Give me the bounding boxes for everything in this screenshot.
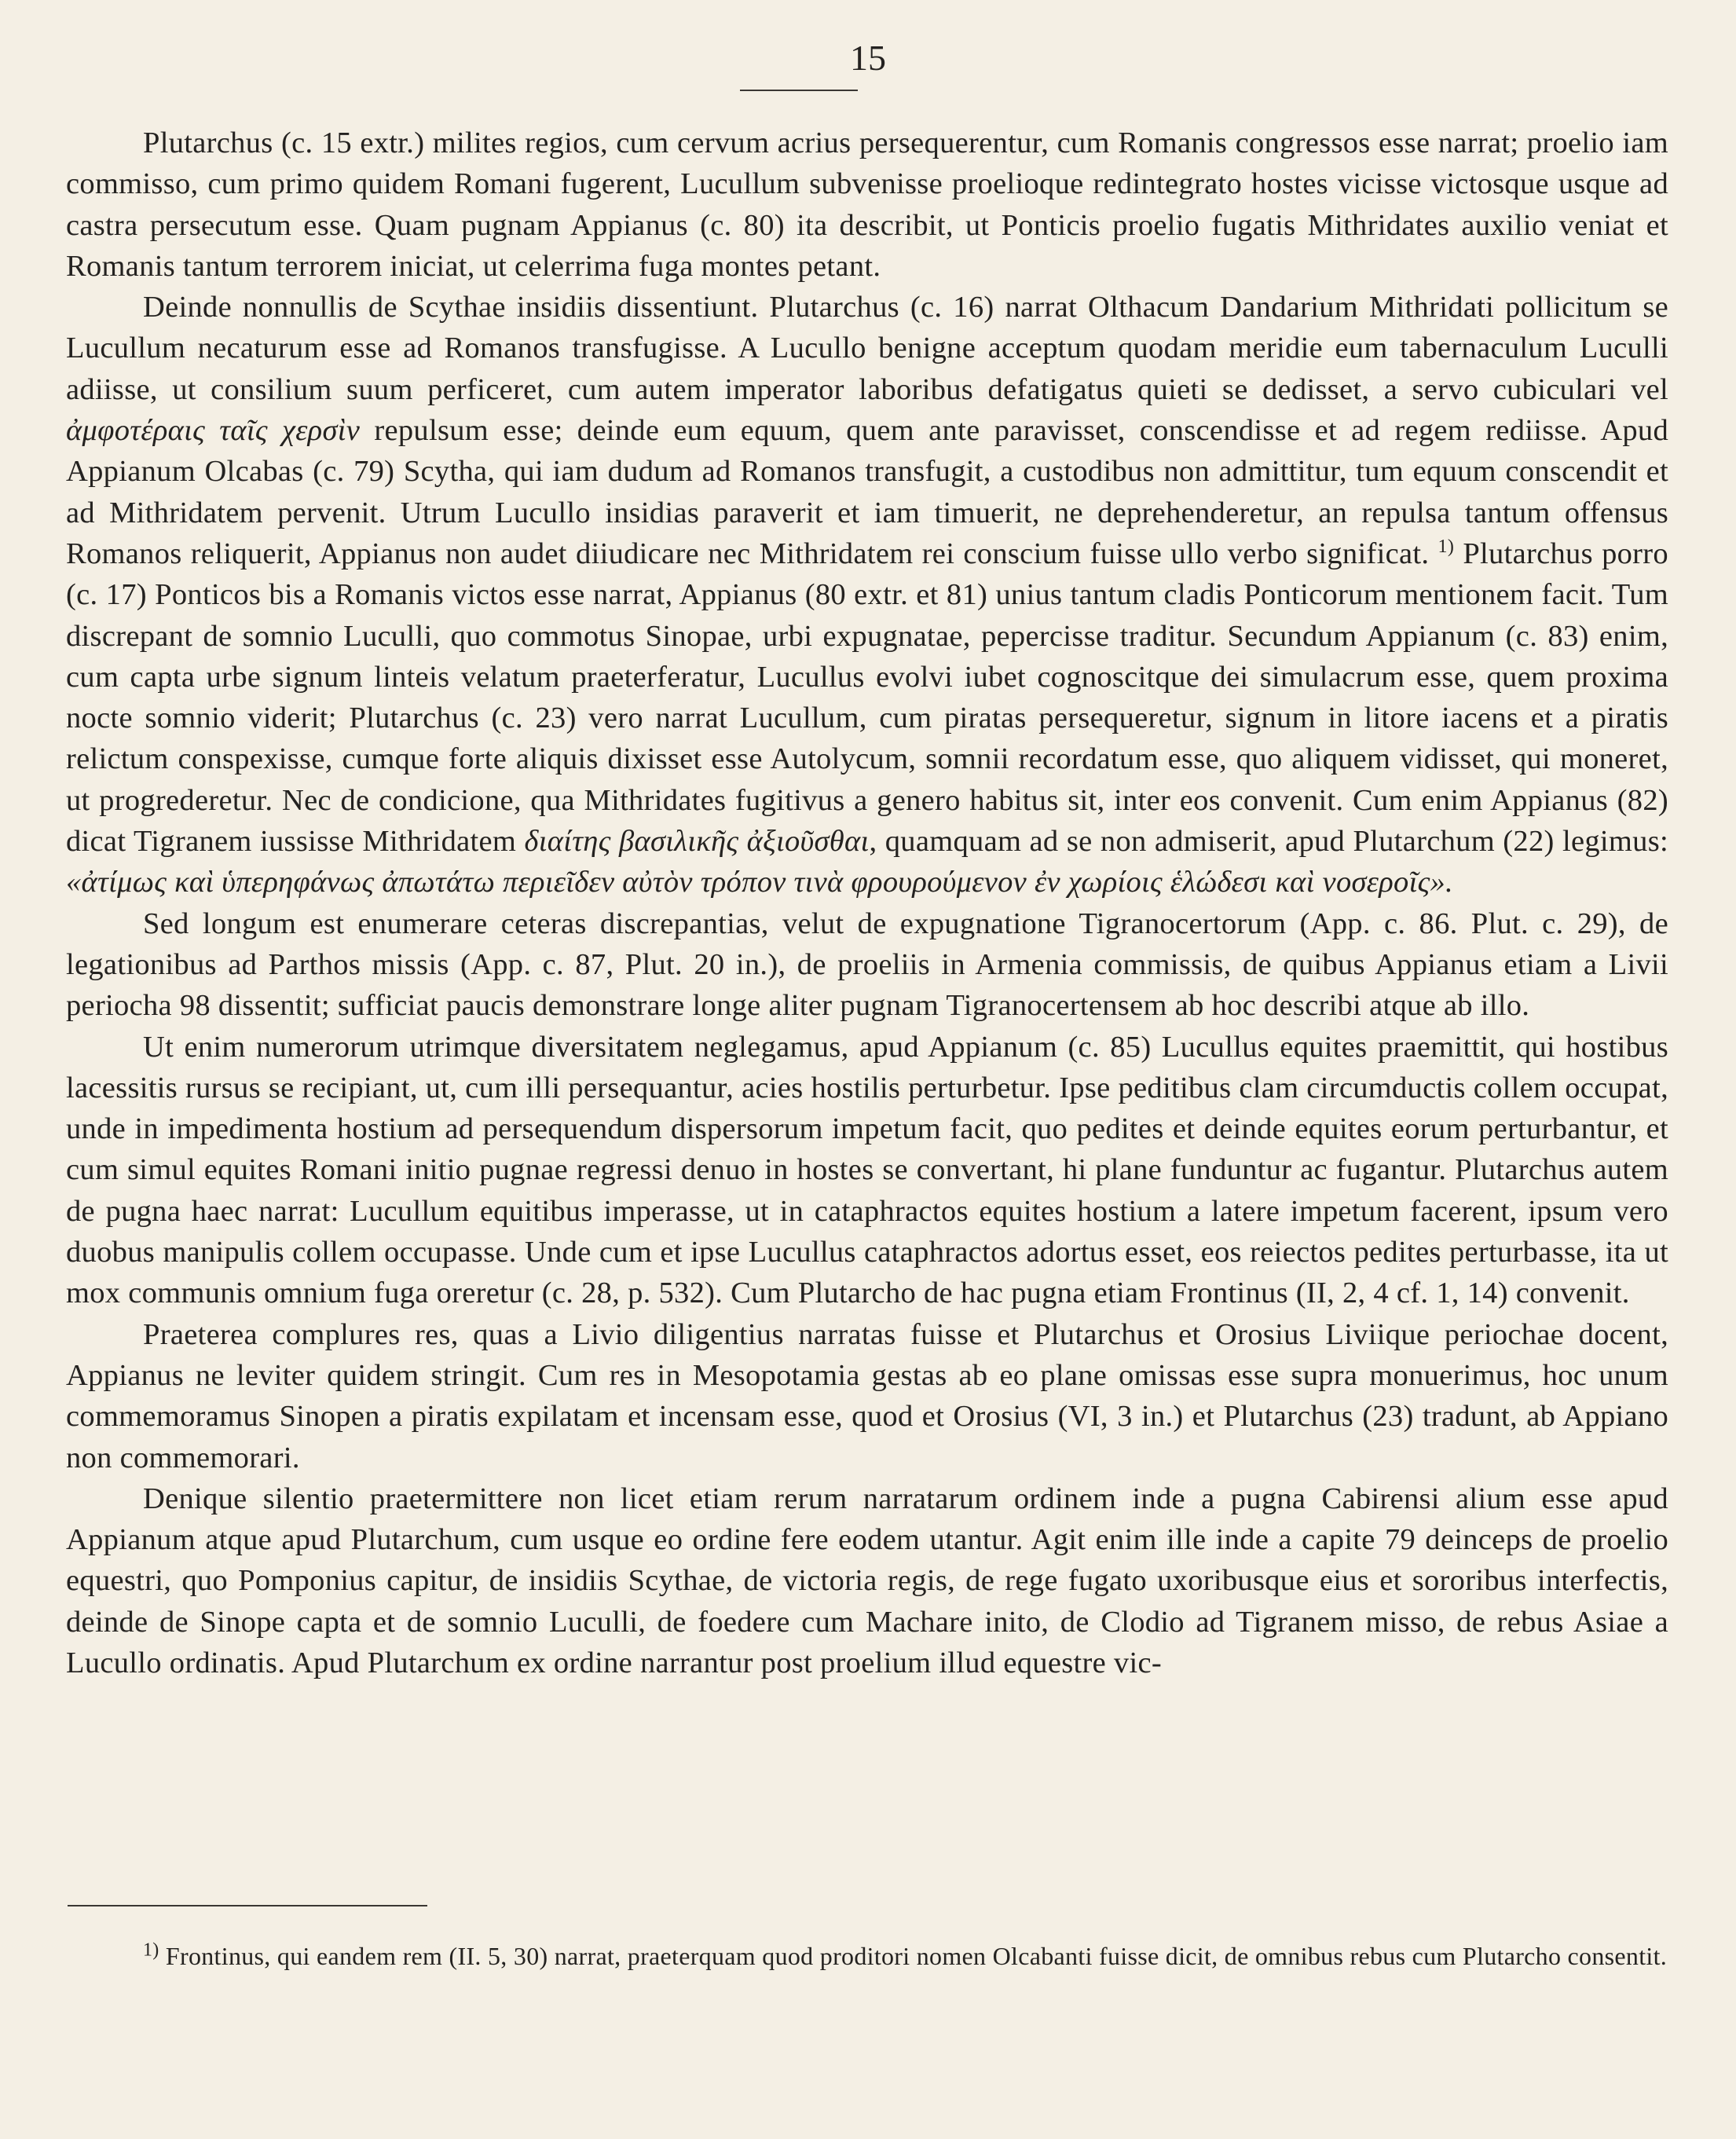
main-text [66, 123, 1668, 1683]
footnote [66, 1940, 1668, 1972]
footnote-text: Frontinus, qui eandem rem (II. 5, 30) narrat, praeterquam quod proditori nomen Olcabanti fuisse dicit, de omnibus rebus cum Plutarcho consentit. [165, 1942, 1668, 1970]
paragraph-praeterea: Praeterea complures res, quas a Livio diligentius narratas fuisse et Plutarchus et Orosius Liviique periochae docent, Appianus ne leviter quidem stringit. Cum res in Mesopotamia gestas ab eo plane omissas esse supra monuerimus, hoc unum commemoramus Sinopen a piratis expilatam et incensam esse, quod et Orosius (VI, 3 in.) et Plutarchus (23) tradunt, ab Appiano non commemorari. [66, 1317, 1668, 1474]
paragraph-discrepantiae: Sed longum est enumerare ceteras discrepantias, velut de expugnatione Tigranocertorum (App. c. 86. Plut. c. 29), de legationibus ad Parthos missis (App. c. 87, Plut. 20 in.), de proeliis in Armenia commissis, de quibus Appianus etiam a Livii periocha 98 dissentit; sufficiat paucis demonstrare longe aliter pugnam Tigranocertensem ab hoc describi atque ab illo. [66, 907, 1668, 1023]
greek-quote: διαίτης βασιλικῆς ἀξιοῦσθαι [524, 825, 870, 859]
greek-quote: «ἀτίμως καὶ ὑπερηφάνως ἀπωτάτω περιεῖδεν αὐτὸν τρόπον τινὰ φρουρούμενον ἐν χωρίοις ἑλώδεσι καὶ νοσεροῖς». [66, 866, 1453, 899]
paragraph-plutarchus-proelium: Plutarchus (c. 15 extr.) milites regios, cum cervum acrius persequerentur, cum Romanis congressos esse narrat; proelio iam commisso, cum primo quidem Romani fugerent, Lucullum subvenisse proelioque redintegrato hostes vicisse victosque usque ad castra persecutum esse. Quam pugnam Appianus (c. 80) ita describit, ut Ponticis proelio fugatis Mithridates auxilio veniat et Romanis tantum terrorem iniciat, ut celerrima fuga montes petant. [66, 126, 1668, 283]
footnote-rule [68, 1905, 427, 1906]
paragraph-ordo-rerum: Denique silentio praetermittere non licet etiam rerum narratarum ordinem inde a pugna Cabirensi alium esse apud Appianum atque apud Plutarchum, cum usque eo ordine fere eodem utantur. Agit enim ille inde a capite 79 deinceps de proelio equestri, quo Pomponius capitur, de insidiis Scythae, de victoria regis, de rege fugato uxoribusque eius et sororibus interfectis, deinde de Sinope capta et de somnio Luculli, de foedere cum Machare inito, de Clodio ad Tigranem misso, de rebus Asiae a Lucullo ordinatis. Apud Plutarchum ex ordine narrantur post proelium illud equestre vic- [66, 1482, 1668, 1679]
greek-quote: ἀμφοτέραις ταῖς χερσὶν [66, 414, 361, 448]
footnote-marker: 1) [143, 1939, 159, 1961]
paragraph-text: Plutarchus porro (c. 17) Ponticos bis a Romanis victos esse narrat, Appianus (80 extr. et 81) unius tantum cladis Ponticorum mentionem facit. Tum discrepant de somnio Luculli, quo commotus Sinopae, urbi expugnatae, pepercisse traditur. Secundum Appianum (c. 83) enim, cum capta urbe signum linteis velatum praeterferatur, Lucullus evolvi iubet cognoscitque dei simulacrum esse, quem proxima nocte somnio viderit; Plutarchus (c. 23) vero narrat Lucullum, cum piratas persequeretur, signum in litore iacens et a piratis relictum conspexisse, cumque forte aliquis dixisset esse Autolycum, somnii recordatum esse, quo aliquem vidisset, qui moneret, ut progrederetur. Nec de condicione, qua Mithridates fugitivus a genero habitus sit, inter eos convenit. Cum enim Appianus (82) dicat Tigranem iussisse Mithridatem [66, 537, 1668, 859]
paragraph-text: repulsum esse; deinde eum equum, quem ante paravisset, conscendisse et ad regem rediisse. Apud Appianum Olcabas (c. 79) Scytha, qui iam dudum ad Romanos transfugit, a custodibus non admittitur, tum equum conscendit et ad Mithridatem pervenit. Utrum Lucullo insidias paraverit et iam timuerit, ne deprehenderetur, an repulsa tantum offensus Romanos reliquerit, Appianus non audet diiudicare nec Mithridatem rei conscium fuisse ullo verbo significat. [66, 414, 1668, 570]
paragraph-scythae-insidiae [66, 287, 1668, 903]
paragraph-text: Deinde nonnullis de Scythae insidiis dissentiunt. Plutarchus (c. 16) narrat Olthacum Dandarium Mithridati pollicitum se Lucullum necaturum esse ad Romanos transfugisse. A Lucullo benigne acceptum quodam meridie eum tabernaculum Luculli adiisse, ut consilium suum perficeret, cum autem imperator laboribus defatigatus quieti se dedisset, a servo cubiculari vel [66, 291, 1668, 406]
paragraph-pugna-tigranocertensis: Ut enim numerorum utrimque diversitatem neglegamus, apud Appianum (c. 85) Lucullus equites praemittit, qui hostibus lacessitis rursus se recipiant, ut, cum illi persequantur, acies hostilis perturbetur. Ipse peditibus clam circumductis collem occupat, unde in impedimenta hostium ad persequendum dispersorum impetum facit, quo pedites et deinde equites eorum perturbantur, et cum simul equites Romani initio pugnae regressi denuo in hostes se convertant, hi plane funduntur ac fugantur. Plutarchus autem de pugna haec narrat: Lucullum equitibus imperasse, ut in cataphractos equites hostium a latere impetum facerent, ipsum vero duobus manipulis collem occupasse. Unde cum et ipse Lucullus cataphractos adortus esset, eos reiectos pedites perturbasse, ita ut mox communis omnium fuga oreretur (c. 28, p. 532). Cum Plutarcho de hac pugna etiam Frontinus (II, 2, 4 cf. 1, 14) convenit. [66, 1030, 1668, 1310]
paragraph-text: , quamquam ad se non admiserit, apud Plutarchum (22) legimus: [869, 825, 1668, 859]
footnote-reference: 1) [1438, 537, 1455, 558]
page-number: 15 [850, 38, 886, 78]
page-number-rule [740, 90, 858, 91]
